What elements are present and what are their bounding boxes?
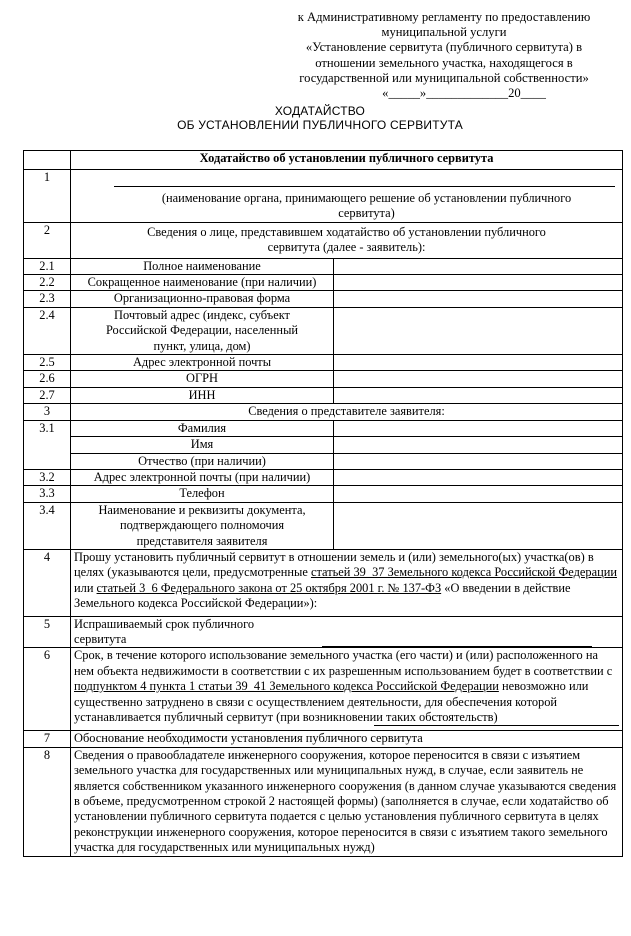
header-line: государственной или муниципальной собственности» (299, 70, 589, 85)
table-row (24, 404, 623, 420)
row-number: 2 (24, 222, 71, 258)
field-value[interactable] (334, 275, 623, 291)
justification-label[interactable]: Обоснование необходимости установления публичного сервитута (71, 731, 623, 747)
section-label: Сведения о представителе заявителя: (71, 404, 623, 420)
field-label: Полное наименование (71, 258, 334, 274)
table-row (24, 616, 623, 648)
purpose-text: Прошу установить публичный сервитут в отношении земель и (или) земельного(ых) участка(ов) в целях (указываются цели, предусмотренные (74, 549, 594, 580)
law-link[interactable]: подпунктом 4 пункта 1 статьи 39_41 Земельного кодекса Российской Федерации (74, 679, 499, 694)
row-number: 2.2 (24, 275, 71, 291)
authority-cell[interactable] (71, 170, 623, 223)
table-row (24, 469, 623, 485)
field-label: Сокращенное наименование (при наличии) (71, 275, 334, 291)
table-row (24, 291, 623, 307)
field-label: Почтовый адрес (индекс, субъект Российской Федерации, населенный пункт, улица, дом) (71, 307, 334, 354)
field-value[interactable] (334, 486, 623, 502)
field-value[interactable] (334, 291, 623, 307)
row-number: 3.2 (24, 469, 71, 485)
field-label: Наименование и реквизиты документа, подтверждающего полномочия представителя заявителя (71, 502, 334, 549)
restriction-text: невозможно или существенно затруднено в связи с осуществлением деятельности, для обеспечения которой устанавливается публичный сервитут (при возникновении таких обстоятельств) (74, 679, 589, 724)
field-value[interactable] (334, 453, 623, 469)
row-number: 3.4 (24, 502, 71, 549)
field-value[interactable] (334, 469, 623, 485)
header-line: муниципальной услуги (381, 25, 507, 40)
field-label: Организационно-правовая форма (71, 291, 334, 307)
table-row (24, 731, 623, 747)
header-line: к Административному регламенту по предоставлению (297, 10, 591, 24)
row-number: 2.5 (24, 355, 71, 371)
table-row (24, 437, 623, 453)
law-link[interactable]: статьей 39_37 Земельного кодекса Российской Федерации (310, 565, 618, 580)
field-value[interactable] (334, 371, 623, 387)
term-cell[interactable] (71, 616, 623, 648)
field-label: Фамилия (71, 420, 334, 436)
table-heading: Ходатайство об установлении публичного сервитута (71, 151, 623, 170)
row-number: 8 (24, 747, 71, 856)
row-number: 2.7 (24, 387, 71, 403)
title-subject: ОБ УСТАНОВЛЕНИИ ПУБЛИЧНОГО СЕРВИТУТА (177, 118, 463, 132)
table-row (24, 486, 623, 502)
purpose-text: «О введении в действие Земельного кодекса Российской Федерации»): (74, 580, 571, 611)
term-label: Испрашиваемый срок публичного (74, 616, 255, 631)
field-label: ОГРН (71, 371, 334, 387)
row-number: 2.6 (24, 371, 71, 387)
purpose-cell[interactable] (71, 549, 623, 616)
header-line: «Установление сервитута (публичного сервитута) в (305, 40, 583, 55)
field-value[interactable] (334, 437, 623, 453)
row-number: 3 (24, 404, 71, 420)
field-label: Адрес электронной почты (при наличии) (71, 469, 334, 485)
field-value[interactable] (334, 307, 623, 354)
table-row (24, 275, 623, 291)
table-row (24, 420, 623, 436)
date-line: «_____»_____________20____ (382, 86, 546, 101)
row-number: 3.1 (24, 420, 71, 469)
table-row (24, 307, 623, 354)
purpose-text: или (74, 580, 97, 595)
field-value[interactable] (334, 258, 623, 274)
petition-table (23, 150, 623, 857)
row-number: 2.1 (24, 258, 71, 274)
law-link[interactable]: статьей 3_6 Федерального закона от 25 октября 2001 г. № 137-ФЗ (96, 580, 442, 595)
term-fill-line[interactable] (322, 646, 592, 647)
table-row (24, 151, 623, 170)
field-value[interactable] (334, 355, 623, 371)
table-row (24, 747, 623, 856)
row-number: 5 (24, 616, 71, 648)
table-row (24, 170, 623, 223)
term-label: сервитута (74, 631, 127, 646)
table-row (24, 387, 623, 403)
document-title (0, 104, 631, 132)
table-row (24, 648, 623, 731)
table-row (24, 371, 623, 387)
title-petition: ХОДАТАЙСТВО (274, 104, 366, 118)
restriction-cell[interactable] (71, 648, 623, 731)
section-label: Сведения о лице, представившем ходатайство об установлении публичного сервитута (далее - заявитель): (71, 222, 623, 258)
field-value[interactable] (334, 420, 623, 436)
owner-info-cell[interactable] (71, 747, 623, 856)
row-number: 6 (24, 648, 71, 731)
field-label: ИНН (71, 387, 334, 403)
table-row (24, 502, 623, 549)
table-row (24, 258, 623, 274)
table-row (24, 355, 623, 371)
authority-caption: (наименование органа, принимающего решение об установлении публичного сервитута) (161, 191, 572, 221)
restriction-text: Срок, в течение которого использование земельного участка (его части) и (или) расположенного на нем объекта недвижимости в соответствии с их разрешенным использованием будет в соответствии с (74, 648, 613, 678)
table-row (24, 222, 623, 258)
field-value[interactable] (334, 502, 623, 549)
field-value[interactable] (334, 387, 623, 403)
row-number: 2.3 (24, 291, 71, 307)
row-number: 7 (24, 731, 71, 747)
table-row (24, 549, 623, 616)
table-row (24, 453, 623, 469)
field-label: Имя (71, 437, 334, 453)
empty-cell (24, 151, 71, 170)
field-label: Отчество (при наличии) (71, 453, 334, 469)
row-number: 3.3 (24, 486, 71, 502)
header-line: отношении земельного участка, находящегося в (315, 55, 573, 70)
row-number: 4 (24, 549, 71, 616)
row-number: 1 (24, 170, 71, 223)
row-number: 2.4 (24, 307, 71, 354)
regulation-header (268, 10, 620, 101)
owner-info-text: Сведения о правообладателе инженерного сооружения, которое переносится в связи с изъятием земельного участка для государственных или муниципальных нужд, в случае, если заявитель не является собственником указанного инженерного сооружения (в данном случае указываются сведения в объеме, предусмотренном строкой 2 настоящей формы) (заполняется в случае, если ходатайство об установлении публичного сервитута подается с целью установления публичного сервитута в целях реконструкции инженерного сооружения, которое переносится в связи с изъятием такого земельного участка для государственных или муниципальных нужд) (74, 747, 617, 855)
restriction-fill-line[interactable] (374, 725, 619, 730)
field-label: Адрес электронной почты (71, 355, 334, 371)
field-label: Телефон (71, 486, 334, 502)
